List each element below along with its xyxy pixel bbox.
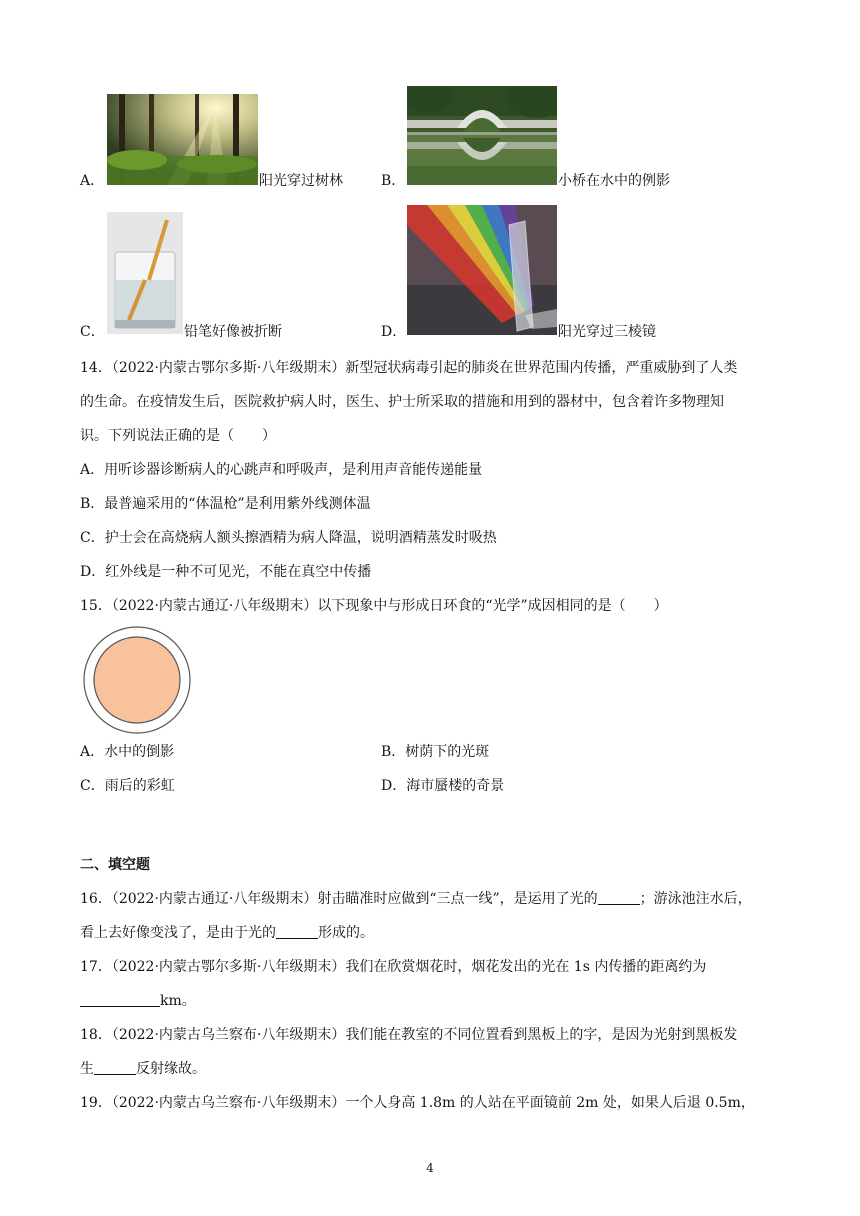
q13-option-c (80, 322, 105, 342)
section-title: 二、填空题 (80, 857, 150, 873)
pencil-in-water-photo (107, 212, 183, 334)
prism-rainbow-photo (407, 205, 557, 335)
q14-stem-line-1: 14．（2022·内蒙古鄂尔多斯·八年级期末）新型冠状病毒引起的肺炎在世界范围内传播，严重威胁到了人类 (80, 360, 738, 376)
q14-option-c: C．护士会在高烧病人额头擦酒精为病人降温，说明酒精蒸发时吸热 (80, 530, 497, 546)
q13-option-c-caption: 铅笔好像被折断 (184, 324, 282, 340)
q14-stem-line-2: 的生命。在疫情发生后，医院救护病人时，医生、护士所采取的措施和用到的器材中，包含着许多物理知 (80, 394, 724, 410)
q18-text-2: 反射缘故。 (136, 1061, 206, 1077)
q15-option-b: B．树荫下的光斑 (381, 744, 490, 760)
q17-line-2 (80, 991, 196, 1011)
q14-option-a: A．用听诊器诊断病人的心跳声和呼吸声，是利用声音能传递能量 (80, 462, 483, 478)
option-letter: B． (381, 173, 406, 189)
q18-line-2 (80, 1059, 206, 1079)
q18-line-1: 18．（2022·内蒙古乌兰察布·八年级期末）我们能在教室的不同位置看到黑板上的字，是因为光射到黑板发 (80, 1027, 738, 1043)
q13-option-a-caption: 阳光穿过树林 (259, 173, 343, 189)
q16-text-1: 16．（2022·内蒙古通辽·八年级期末）射击瞄准时应做到“三点一线”，是运用了光的 (80, 891, 598, 907)
q15-option-c: C．雨后的彩虹 (80, 778, 175, 794)
q13-option-a (80, 171, 104, 191)
q15-stem: 15．（2022·内蒙古通辽·八年级期末）以下现象中与形成日环食的“光学”成因相同的是（ ） (80, 598, 668, 614)
q17-line-1: 17．（2022·内蒙古鄂尔多斯·八年级期末）我们在欣赏烟花时，烟花发出的光在 1s 内传播的距离约为 (80, 959, 707, 975)
annular-eclipse-diagram (82, 625, 192, 739)
q13-option-b (381, 171, 405, 191)
q13-option-d-caption: 阳光穿过三棱镜 (558, 324, 656, 340)
q14-option-b: B．最普遍采用的“体温枪”是利用紫外线测体温 (80, 496, 371, 512)
option-letter: C． (80, 324, 105, 340)
eclipse-inner-disk (94, 637, 180, 723)
q18-text-1: 生 (80, 1061, 94, 1077)
q13-option-d (381, 322, 406, 342)
answer-blank[interactable] (94, 1060, 136, 1075)
answer-blank[interactable] (276, 924, 318, 939)
option-letter: D． (381, 324, 407, 340)
q13-option-b-caption: 小桥在水中的例影 (558, 173, 670, 189)
q16-text-3: 看上去好像变浅了，是由于光的 (80, 925, 276, 941)
answer-blank[interactable] (80, 992, 160, 1007)
bridge-reflection-photo (407, 86, 557, 185)
q14-stem-line-3: 识。下列说法正确的是（ ） (80, 428, 276, 444)
q19-line-1: 19．（2022·内蒙古乌兰察布·八年级期末）一个人身高 1.8m 的人站在平面镜前 2m 处，如果人后退 0.5m， (80, 1095, 755, 1111)
q16-text-4: 形成的。 (318, 925, 374, 941)
q14-option-d: D．红外线是一种不可见光，不能在真空中传播 (80, 564, 372, 580)
page-number: 4 (426, 1161, 434, 1175)
q16-text-2: ；游泳池注水后， (639, 891, 752, 907)
q15-option-d: D．海市蜃楼的奇景 (381, 778, 505, 794)
q15-option-a: A．水中的倒影 (80, 744, 175, 760)
q17-unit: km。 (160, 993, 196, 1009)
q16-line-2 (80, 923, 374, 943)
option-letter: A． (80, 173, 105, 189)
sunlight-forest-photo (107, 94, 258, 185)
answer-blank[interactable] (598, 890, 640, 905)
q16-line-1 (80, 889, 752, 909)
